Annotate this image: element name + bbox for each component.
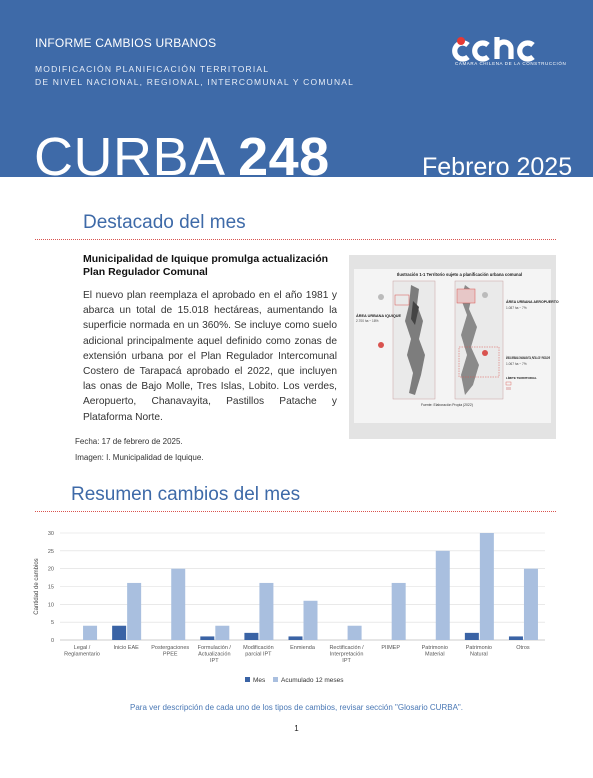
map-label-chanavayita-value: 1.067 ha ~ 7% (506, 362, 527, 366)
report-header (0, 0, 593, 187)
bar-acumulado (127, 583, 141, 640)
summary-section-title: Resumen cambios del mes (71, 484, 301, 505)
y-tick-label: 0 (50, 638, 54, 644)
issue-number: 248 (238, 127, 330, 187)
bar-acumulado (171, 569, 185, 640)
map-title: Ilustración 1-1 Territorio sujeto a planificación urbana comunal (397, 272, 523, 277)
section-divider (35, 239, 556, 240)
bar-acumulado (392, 583, 406, 640)
y-tick-label: 5 (50, 620, 54, 627)
brand-caption: CÁMARA CHILENA DE LA CONSTRUCCIÓN (455, 61, 567, 66)
article-title: Municipalidad de Iquique promulga actualización Plan Regulador Comunal (83, 253, 329, 278)
x-tick-label: Patrimonio Material (421, 645, 448, 658)
bar-mes (244, 633, 258, 640)
bar-mes (465, 633, 479, 640)
map-source: Fuente: Elaboración Propia (2022) (421, 403, 473, 407)
bar-mes (289, 636, 303, 640)
featured-section-title: Destacado del mes (83, 212, 246, 233)
bar-acumulado (304, 601, 318, 640)
map-label-aeropuerto: ÁREA URBANA AEROPUERTO (506, 300, 559, 304)
x-tick-label: Inicio EAE (113, 645, 139, 651)
bar-acumulado (259, 583, 273, 640)
featured-map-image (349, 255, 589, 439)
y-tick-label: 10 (47, 602, 54, 609)
legend-label: Mes (253, 677, 266, 684)
map-illustration (349, 255, 589, 439)
map-label-aeropuerto-value: 1.087 ha ~ 7% (506, 306, 527, 310)
changes-chart (30, 520, 555, 692)
article-date: Fecha: 17 de febrero de 2025. (75, 437, 183, 446)
x-tick-label: Legal / Reglamentario (64, 645, 100, 658)
map-label-chanavayita: ÁREA URBANA CHANAVAYITA, PATILLOS Y PATACHE (506, 356, 589, 360)
bar-acumulado (480, 533, 494, 640)
section-divider (35, 511, 556, 512)
legend-swatch (245, 677, 250, 682)
legend-label: Acumulado 12 meses (281, 677, 344, 684)
x-tick-label: Patrimonio Natural (465, 645, 493, 658)
bar-acumulado (83, 626, 97, 640)
changes-bar-chart (30, 520, 555, 692)
report-subtitle-line1: MODIFICACIÓN PLANIFICACIÓN TERRITORIAL (35, 64, 270, 74)
bar-mes (200, 636, 214, 640)
glossary-footnote: Para ver descripción de cada uno de los tipos de cambios, revisar sección "Glosario CURBA". (130, 703, 463, 712)
legend-swatch (273, 677, 278, 682)
x-tick-label: Formulación / Actualización IPT (197, 645, 231, 664)
map-label-iquique-value: 2.700 ha ~ 18% (356, 319, 379, 323)
map-legend-title: LÍMITE TERRITORIAL (506, 376, 537, 380)
issue-date: Febrero 2025 (422, 153, 573, 181)
report-name: CURBA (34, 127, 223, 187)
article-body: El nuevo plan reemplaza el aprobado en el año 1981 y abarca un total de 15.018 hectáreas, aumentando la superficie normada en un 360%. Se incluye como suelo adicional principalmente aquel definido como zonas de extensión urbana por el Plan Regulador Intercomunal Costero de Tarapacá aprobado el 2022, que incluyen las onas de Bajo Molle, Tres Islas, Lobito. Los verdes, Aeropuerto, Chanavayita, Pastillos Patache y Plataforma Norte. (83, 290, 337, 423)
y-tick-label: 15 (47, 584, 54, 591)
bar-acumulado (215, 626, 229, 640)
bar-acumulado (348, 626, 362, 640)
x-tick-label: Enmienda (290, 645, 315, 651)
report-type-title: INFORME CAMBIOS URBANOS (35, 36, 217, 50)
x-tick-label: Otros (516, 645, 530, 651)
report-subtitle-line2: DE NIVEL NACIONAL, REGIONAL, INTERCOMUNAL Y COMUNAL (35, 77, 355, 87)
x-tick-label: Modificación parcial IPT (243, 645, 274, 658)
bar-mes (112, 626, 126, 640)
bar-acumulado (436, 551, 450, 640)
x-tick-label: PIIMEP (381, 645, 401, 651)
y-tick-label: 20 (47, 566, 54, 573)
report-name-title (34, 122, 330, 192)
y-tick-label: 30 (47, 531, 54, 537)
x-tick-label: Postergaciones PPEE (151, 645, 190, 658)
bar-acumulado (524, 569, 538, 640)
image-credit: Imagen: I. Municipalidad de Iquique. (75, 453, 204, 462)
y-tick-label: 25 (47, 548, 54, 555)
bar-mes (509, 636, 523, 640)
map-label-iquique: ÁREA URBANA IQUIQUE (356, 314, 402, 318)
page-number: 1 (294, 724, 299, 733)
x-tick-label: Rectificación / Interpretación IPT (329, 645, 364, 664)
y-axis-label: Cantidad de cambios (34, 558, 40, 615)
